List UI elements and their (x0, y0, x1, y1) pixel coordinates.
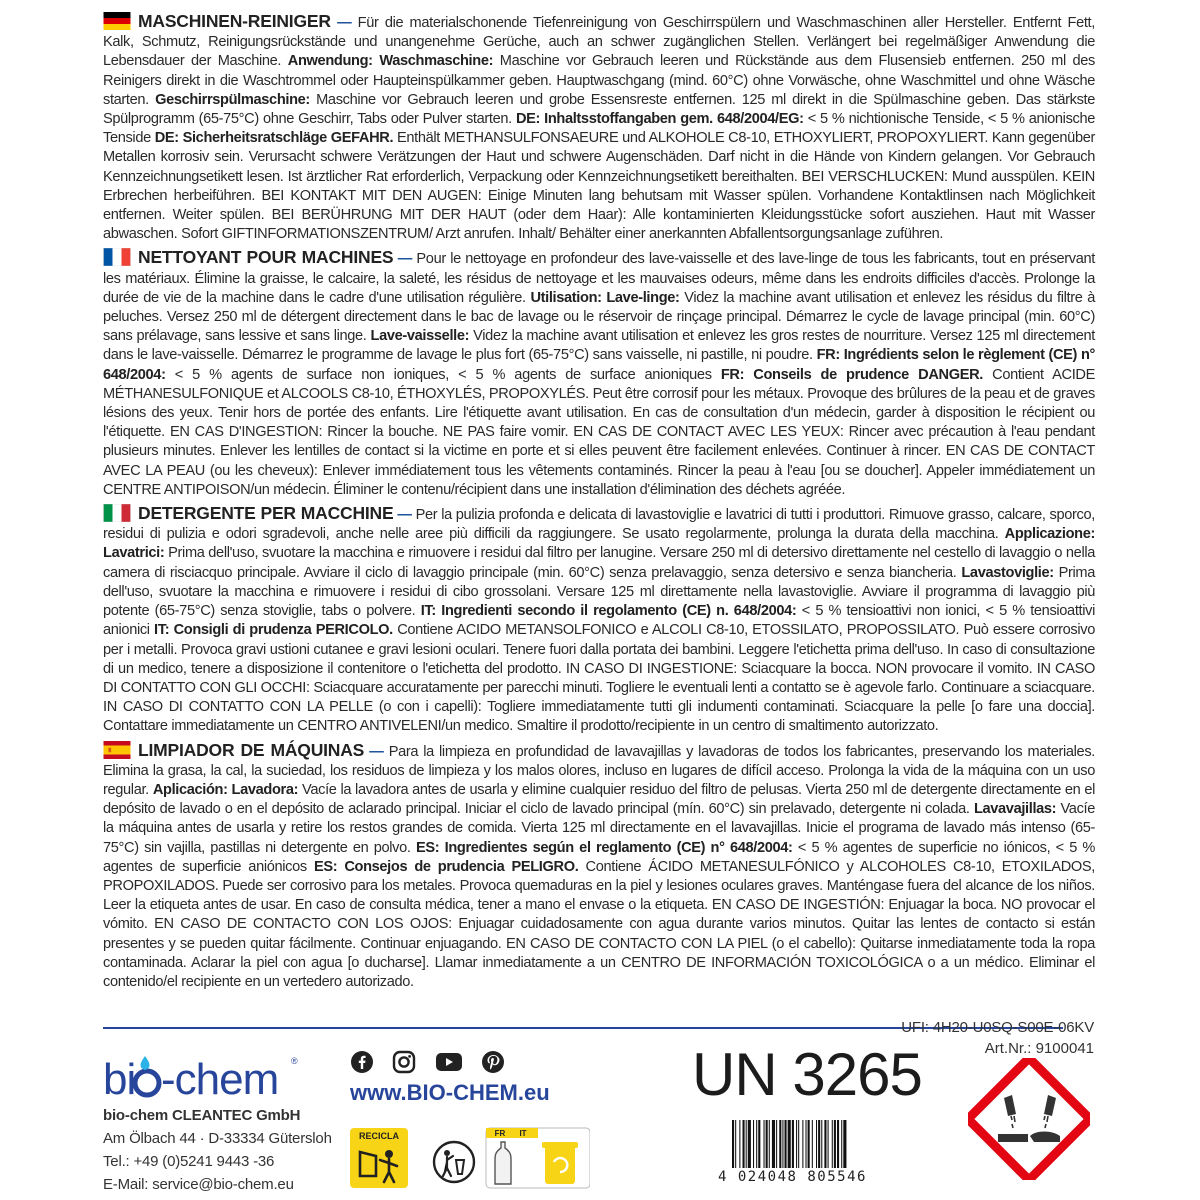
youtube-icon[interactable] (435, 1050, 463, 1079)
bold-run: IT: Consigli di prudenza PERICOLO. (154, 622, 393, 639)
instagram-icon[interactable] (392, 1050, 416, 1079)
text-run: Prima dell'uso, svuotare la macchina e rimuovere i residui di cibo grossolani. Versare 125 ml direttamente nella lavastoviglie. Avviare il programma di lavaggio più potente (65-75°C) senza stoviglie, tabs o polvere. (103, 564, 1095, 620)
text-run: Contiene ÁCIDO METANESULFÓNICO y ALCOHOLES C8-10, ETOXILADOS, PROPOXILADOS. Puede ser corrosivo para los metales. Provoca quemaduras en la piel y lesiones oculares graves. Manténgase fuera del alcance de los niños. Leer la etiqueta antes de usar. En caso de consulta médica, tener a mano el envase o la etiqueta. EN CASO DE INGESTIÓN: Enjuagar la boca. NO provocar el vómito. EN CASO DE CONTACTO CON LOS OJOS: Enjuagar cuidadosamente con agua durante varios minutos. Quitar las lentes de contacto si están presentes y se pueden quitar fácilmente. Continuar enjuagando. EN CASO DE CONTACTO CON LA PIEL (o el cabello): Quitarse inmediatamente toda la ropa contaminada. Aclarar la piel con agua [o ducharse]. Llamar inmediatamente a un CENTRO DE INFORMACIÓN TOXICOLÓGICA o a un médico. Eliminar el contenido/el recipiente en un vertedero autorizado. (103, 858, 1095, 990)
svg-text:bi: bi (103, 1055, 136, 1104)
svg-text:RECICLA: RECICLA (359, 1131, 399, 1141)
section-fr: NETTOYANT POUR MACHINES — Pour le nettoyage en profondeur des lave-vaisselle et des lave-linge de tous les fabricants, tout en préservant les matériaux. Élimine la graisse, le calcaire, la saleté, les résidus de nettoyage et les mauvaises odeurs, même dans les endroits difficiles d'accès. Prolonge la durée de vie de la machine dans le cadre d'une utilisation régulière. Utilisation: Lave-linge: Videz la machine avant utilisation et enlevez les résidus du filtre à peluches. Versez 250 ml de détergent directement dans le bac de lavage ou le réservoir de rinçage principal. Démarrez le cycle de lavage principal (min. 60°C) sans prélavage, sans lessive et sans linge. Lave-vaisselle: Videz la machine avant utilisation et enlevez les gros restes de nourriture. Versez 125 ml directement dans le lave-vaisselle. Démarrez le programme de lavage le plus fort (65-75°C) sans vaisselle, ni pastille, ni poudre. FR: Ingrédients selon le règlement (CE) n° 648/2004: < 5 % agents de surface non ioniques, < 5 % agents de surface anioniques FR: Conseils de prudence DANGER. Contient ACIDE MÉTHANESULFONIQUE et ALCOOLS C8-10, ÉTHOXYLÉS, PROPOXYLÉS. Peut être corrosif pour les métaux. Provoque des brûlures de la peau et de graves lésions des yeux. Tenir hors de portée des enfants. Lire l'étiquette avant utilisation. En cas de consultation d'un médecin, garder à disposition le récipient ou l'étiquette. EN CAS D'INGESTION: Rincer la bouche. NE PAS faire vomir. EN CAS DE CONTACT AVEC LES YEUX: Rincer avec précaution à l'eau pendant plusieurs minutes. Enlever les lentilles de contact si la victime en porte et si elles peuvent être facilement enlevées. Continuer à rincer. EN CAS DE CONTACT AVEC LA PEAU (ou les cheveux): Enlever immédiatement tous les vêtements contaminés. Rincer la peau à l'eau [ou se doucher]. Appeler immédiatement un CENTRE ANTIPOISON/un médecin. Éliminer le contenu/récipient dans une installation d'élimination des déchets agréée. (103, 247, 1096, 498)
bold-run: FR: Ingrédients selon le règlement (CE) n° 648/2004: (103, 347, 1095, 383)
bold-run: Aplicación: Lavadora: (152, 781, 299, 798)
text-run: < 5 % agents de surface non ioniques, < 5 % agents de surface anioniques (165, 366, 721, 383)
tidyman-icon (434, 1142, 474, 1182)
label-text-block (103, 12, 1095, 996)
bold-run: Lavavajillas: (973, 801, 1057, 818)
section-heading: LIMPIADOR DE MÁQUINAS (138, 739, 365, 760)
text-run: Contiene ACIDO METANSOLFONICO e ALCOLI C8-10, ETOSSILATO, PROPOSSILATO. Può essere corrosivo per i metalli. Provoca gravi ustioni cutanee e gravi lesioni oculari. Tenere fuori dalla portata dei bambini. Leggere l'etichetta prima dell'uso. In caso di consultazione di un medico, tenere a disposizione il contenitore o l'etichetta del prodotto. IN CASO DI INGESTIONE: Sciacquare la bocca. NON provocare il vomito. IN CASO DI CONTATTO CON GLI OCCHI: Sciacquare accuratamente per parecchi minuti. Togliere le eventuali lenti a contatto se è agevole farlo. Continuare a sciacquare. IN CASO DI CONTATTO CON LA PELLE (o con i capelli): Togliere immediatamente tutti gli indumenti contaminati. Sciacquare la pelle [o fare una doccia]. Contattare immediatamente un CENTRO ANTIVELENI/un medico. Smaltire il prodotto/recipiente in un centro di smaltimento autorizzato. (103, 622, 1095, 735)
bold-run: Anwendung: Waschmaschine: (287, 53, 494, 70)
text-run: Prima dell'uso, svuotare la macchina e rimuovere i residui dal filtro per lanugine. Versare 250 ml di detersivo direttamente nel cestello di lavaggio o nella camera di risciacquo principale. Avviare il ciclo di lavaggio principale (min. 60°C) senza prelavaggio, senza detersivo e senza biancheria. (103, 545, 1095, 581)
text-run: Maschine vor Gebrauch leeren und grobe Essensreste entfernen. 125 ml direkt in die Spülmaschine geben. Das stärkste Spülprogramm (65-75°C) ohne Geschirr, Tabs oder Pulver starten. (103, 91, 1096, 128)
bottle-bin-icon (486, 1128, 590, 1188)
recycling-icons (350, 1126, 590, 1190)
ghs-corrosive-pictogram (968, 1058, 1090, 1180)
text-run: Vacíe la máquina antes de usarla y retire los restos grandes de comida. Vierta 125 ml directamente en el lavavajillas. Inicie el programa de lavado más intenso (65-75°C) sin vajilla, pastillas ni detergente en polvo. (103, 801, 1095, 856)
bold-run: Geschirrspülmaschine: (155, 91, 310, 108)
flag-italy-icon (103, 504, 131, 522)
text-run: Pour le nettoyage en profondeur des lave-vaisselle et des lave-linge de tous les fabricants, tout en préservant les matériaux. Élimine la graisse, le calcaire, la saleté, les résidus de nettoyage et les mauvaises odeurs, même dans les endroits difficiles d'accès. Prolonge la durée de vie de la machine dans le cadre d'une utilisation régulière. (103, 251, 1095, 306)
company-name: bio-chem CLEANTEC GmbH (103, 1107, 301, 1124)
ufi-code: UFI: 4H20-U0SQ-S00E-06KV (901, 1019, 1094, 1036)
bold-run: DE: Inhaltsstoffangaben gem. 648/2004/EG: (515, 111, 804, 128)
svg-text:FR: FR (494, 1129, 506, 1138)
text-run: Vacíe la lavadora antes de usarla y elimine cualquier residuo del filtro de pelusas. Vierta 250 ml de detergente directamente en el depósito de lavado o en el depósito de aclarado principal. Iniciar el ciclo de lavado principal (mín. 60°C) sin prelavado, detergente ni colada. (103, 781, 1095, 818)
bold-run: Utilisation: Lave-linge: (530, 289, 680, 306)
bold-run: FR: Conseils de prudence DANGER. (720, 366, 983, 383)
section-es: LIMPIADOR DE MÁQUINAS — Para la limpieza en profundidad de lavavajillas y lavadoras de todos los fabricantes, preservando los materiales. Elimina la grasa, la cal, la suciedad, los residuos de limpieza y los malos olores, incluso en lugares de difícil acceso. Prolonga la vida de la máquina con un uso regular. Aplicación: Lavadora: Vacíe la lavadora antes de usarla y elimine cualquier residuo del filtro de pelusas. Vierta 250 ml de detergente directamente en el depósito de lavado o en el depósito de aclarado principal. Iniciar el ciclo de lavado principal (mín. 60°C) sin prelavado, detergente ni colada. Lavavajillas: Vacíe la máquina antes de usarla y retire los restos grandes de comida. Vierta 125 ml directamente en el lavavajillas. Inicie el programa de lavado más intenso (65-75°C) sin vajilla, pastillas ni detergente en polvo. ES: Ingredientes según el reglamento (CE) n° 648/2004: < 5 % agentes de superficie no iónicos, < 5 % agentes de superficie aniónicos ES: Consejos de prudencia PELIGRO. Contiene ÁCIDO METANESULFÓNICO y ALCOHOLES C8-10, ETOXILADOS, PROPOXILADOS. Puede ser corrosivo para los metales. Provoca quemaduras en la piel y lesiones oculares graves. Manténgase fuera del alcance de los niños. Leer la etiqueta antes de usar. En caso de consulta médica, tener a mano el envase o la etiqueta. EN CASO DE INGESTIÓN: Enjuagar la boca. NO provocar el vómito. EN CASO DE CONTACTO CON LOS OJOS: Enjuagar cuidadosamente con agua durante varios minutos. Quitar las lentes de contacto si están presentes y se pueden quitar fácilmente. Continuar enjuagando. EN CASO DE CONTACTO CON LA PIEL (o el cabello): Quitarse inmediatamente toda la ropa contaminada. Aclarar la piel con agua [o ducharse]. Llamar inmediatamente a un CENTRO DE INFORMACIÓN TOXICOLÓGICA o a un médico. Eliminar el contenido/el recipiente en un vertedero autorizado. (103, 739, 1095, 990)
section-heading: DETERGENTE PER MACCHINE (138, 503, 394, 524)
section-it: DETERGENTE PER MACCHINE — Per la pulizia profonda e delicata di lavastoviglie e lavatrici di tutti i produttori. Rimuove grasso, calcare, sporco, residui di pulizia e odori sgradevoli, anche nelle aree più difficili da raggiungere. Se usato regolarmente, prolunga la durata della macchina. Applicazione: Lavatrici: Prima dell'uso, svuotare la macchina e rimuovere i residui dal filtro per lanugine. Versare 250 ml di detersivo direttamente nel cestello di lavaggio o nella camera di risciacquo principale. Avviare il ciclo di lavaggio principale (min. 60°C) senza prelavaggio, senza detersivo e senza biancheria. Lavastoviglie: Prima dell'uso, svuotare la macchina e rimuovere i residui di cibo grossolani. Versare 125 ml direttamente nella lavastoviglie. Avviare il programma di lavaggio più potente (65-75°C) senza stoviglie, tabs o polvere. IT: Ingredienti secondo il regolamento (CE) n. 648/2004: < 5 % tensioattivi non ionici, < 5 % tensioattivi anionici IT: Consigli di prudenza PERICOLO. Contiene ACIDO METANSOLFONICO e ALCOLI C8-10, ETOSSILATO, PROPOSSILATO. Può essere corrosivo per i metalli. Provoca gravi ustioni cutanee e gravi lesioni oculari. Tenere fuori dalla portata dei bambini. Leggere l'etichetta prima dell'uso. In caso di consultazione di un medico, tenere a disposizione il contenitore o l'etichetta del prodotto. IN CASO DI INGESTIONE: Sciacquare la bocca. NON provocare il vomito. IN CASO DI CONTATTO CON GLI OCCHI: Sciacquare accuratamente per parecchi minuti. Togliere le eventuali lenti a contatto se è agevole farlo. Continuare a sciacquare. IN CASO DI CONTATTO CON LA PELLE (o con i capelli): Togliere immediatamente tutti gli indumenti contaminati. Sciacquare la pelle [o fare una doccia]. Contattare immediatamente un CENTRO ANTIVELENI/un medico. Smaltire il prodotto/recipiente in un centro di smaltimento autorizzato. (103, 503, 1095, 735)
text-run: < 5 % tensioattivi non ionici, < 5 % tensioattivi anionici (103, 603, 1095, 639)
bold-run: DE: Sicherheitsratschläge GEFAHR. (154, 130, 394, 147)
flag-france-icon (103, 248, 131, 266)
bold-run: ES: Consejos de prudencia PELIGRO. (313, 858, 579, 875)
bio-chem-logo (103, 1050, 303, 1110)
social-icons (350, 1050, 530, 1074)
flag-germany-icon (103, 12, 131, 30)
text-run: Videz la machine avant utilisation et enlevez les gros restes de nourriture. Versez 125 ml directement dans le lave-vaisselle. Démarrez le programme de lavage le plus fort (65-75°C) sans vaisselle, ni pastille, ni poudre. (103, 328, 1096, 364)
svg-text:®: ® (291, 1056, 298, 1066)
article-number: Art.Nr.: 9100041 (984, 1040, 1094, 1057)
bold-run: Lavastoviglie: (961, 564, 1054, 581)
section-body (103, 251, 1095, 497)
facebook-icon[interactable] (350, 1050, 374, 1079)
recicla-icon (350, 1128, 408, 1188)
section-heading: MASCHINEN-REINIGER (138, 11, 331, 31)
website-link[interactable]: www.BIO-CHEM.eu (350, 1080, 550, 1105)
text-run: < 5 % nichtionische Tenside, < 5 % anionische Tenside (103, 111, 1095, 147)
barcode-number: 4 024048 805546 (718, 1169, 908, 1185)
pinterest-icon[interactable] (481, 1050, 505, 1079)
flag-spain-icon (103, 741, 131, 759)
company-info (103, 1104, 332, 1196)
bold-run: IT: Ingredienti secondo il regolamento (CE) n. 648/2004: (420, 603, 797, 620)
company-phone: Tel.: +49 (0)5241 9443 -36 (103, 1153, 275, 1170)
text-run: Contient ACIDE MÉTHANESULFONIQUE et ALCOOLS C8-10, ÉTHOXYLÉS, PROPOXYLÉS. Peut être corrosif pour les métaux. Provoque des brûlures de la peau et de graves lésions des yeux. Tenir hors de portée des enfants. Lire l'étiquette avant utilisation. En cas de consultation d'un médecin, garder à disposition le récipient ou l'étiquette. EN CAS D'INGESTION: Rincer la bouche. NE PAS faire vomir. EN CAS DE CONTACT AVEC LES YEUX: Rincer avec précaution à l'eau pendant plusieurs minutes. Enlever les lentilles de contact si la victime en porte et si elles peuvent être facilement enlevées. Continuer à rincer. EN CAS DE CONTACT AVEC LA PEAU (ou les cheveux): Enlever immédiatement tous les vêtements contaminés. Rincer la peau à l'eau [ou se doucher]. Appeler immédiatement un CENTRE ANTIPOISON/un médecin. Éliminer le contenu/récipient dans une installation d'élimination des déchets agréée. (103, 366, 1095, 498)
text-run: Videz la machine avant utilisation et enlevez les résidus du filtre à peluches. Versez 250 ml de détergent directement dans le bac de lavage ou le réservoir de rinçage principal. Démarrez le cycle de lavage principal (min. 60°C) sans prélavage, sans lessive et sans linge. (103, 289, 1095, 345)
company-email: E-Mail: service@bio-chem.eu (103, 1176, 294, 1193)
section-heading: NETTOYANT POUR MACHINES (138, 247, 394, 268)
section-body (103, 507, 1095, 734)
text-run: < 5 % agentes de superficie no iónicos, < 5 % agentes de superficie aniónicos (103, 839, 1095, 875)
svg-text:IT: IT (519, 1129, 527, 1138)
section-body (103, 15, 1095, 242)
text-run: Para la limpieza en profundidad de lavavajillas y lavadoras de todos los fabricantes, preservando los materiales. Elimina la grasa, la cal, la suciedad, los residuos de limpieza y los malos olores, incluso en lugares de difícil acceso. Prolonga la vida de la máquina con un uso regular. (103, 743, 1095, 798)
text-run: Per la pulizia profonda e delicata di lavastoviglie e lavatrici di tutti i produttori. Rimuove grasso, calcare, sporco, residui di pulizia e odori sgradevoli, anche nelle aree più difficili da raggiungere. Se usato regolarmente, prolunga la durata della macchina. (103, 507, 1095, 543)
svg-text:-chem: -chem (161, 1055, 279, 1104)
un-number: UN 3265 (692, 1041, 922, 1108)
company-address: Am Ölbach 44 · D-33334 Gütersloh (103, 1130, 332, 1147)
bold-run: Applicazione: Lavatrici: (103, 526, 1095, 562)
text-run: Enthält METHANSULFONSAEURE und ALKOHOLE C8-10, ETHOXYLIERT, PROPOXYLIERT. Kann gegenüber Metallen korrosiv sein. Verursacht schwere Verätzungen der Haut und schwere Augenschäden. Darf nicht in die Hände von Kindern gelangen. Vor Gebrauch Kennzeichnungsetikett lesen. Ist ärztlicher Rat erforderlich, Verpackung oder Kennzeichnungsetikett bereithalten. BEI VERSCHLUCKEN: Mund ausspülen. KEIN Erbrechen herbeiführen. BEI KONTAKT MIT DEN AUGEN: Einige Minuten lang behutsam mit Wasser spülen. Vorhandene Kontaktlinsen nach Möglichkeit entfernen. Weiter spülen. BEI BERÜHRUNG MIT DER HAUT (oder dem Haar): Alle kontaminierten Kleidungsstücke sofort ausziehen. Haut mit Wasser abwaschen. Sofort GIFTINFORMATIONSZENTRUM/ Arzt anrufen. Inhalt/ Behälter einer anerkannten Abfallentsorgungsanlage zuführen. (103, 130, 1095, 243)
section-de: MASCHINEN-REINIGER — Für die materialschonende Tiefenreinigung von Geschirrspülern und Waschmaschinen aller Hersteller. Entfernt Fett, Kalk, Schmutz, Reinigungsrückstände und unangenehme Gerüche, auch an schwer zugänglichen Stellen. Verlängert bei regelmäßiger Anwendung die Lebensdauer der Maschine. Anwendung: Waschmaschine: Maschine vor Gebrauch leeren und Rückstände aus dem Flusensieb entfernen. 250 ml des Reinigers direkt in die Waschtrommel oder Haupteinspülkammer geben. Hauptwaschgang (mind. 60°C) ohne Vorwäsche, ohne Waschmittel und ohne Wäsche starten. Geschirrspülmaschine: Maschine vor Gebrauch leeren und grobe Essensreste entfernen. 125 ml direkt in die Spülmaschine geben. Das stärkste Spülprogramm (65-75°C) ohne Geschirr, Tabs oder Pulver starten. DE: Inhaltsstoffangaben gem. 648/2004/EG: < 5 % nichtionische Tenside, < 5 % anionische Tenside DE: Sicherheitsratschläge GEFAHR. Enthält METHANSULFONSAEURE und ALKOHOLE C8-10, ETHOXYLIERT, PROPOXYLIERT. Kann gegenüber Metallen korrosiv sein. Verursacht schwere Verätzungen der Haut und schwere Augenschäden. Darf nicht in die Hände von Kindern gelangen. Vor Gebrauch Kennzeichnungsetikett lesen. Ist ärztlicher Rat erforderlich, Verpackung oder Kennzeichnungsetikett bereithalten. BEI VERSCHLUCKEN: Mund ausspülen. KEIN Erbrechen herbeiführen. BEI KONTAKT MIT DEN AUGEN: Einige Minuten lang behutsam mit Wasser spülen. Vorhandene Kontaktlinsen nach Möglichkeit entfernen. Weiter spülen. BEI BERÜHRUNG MIT DER HAUT (oder dem Haar): Alle kontaminierten Kleidungsstücke sofort ausziehen. Haut mit Wasser abwaschen. Sofort GIFTINFORMATIONSZENTRUM/ Arzt anrufen. Inhalt/ Behälter einer anerkannten Abfallentsorgungsanlage zuführen. (103, 11, 1096, 243)
bold-run: ES: Ingredientes según el reglamento (CE) n° 648/2004: (415, 839, 793, 856)
section-body (103, 744, 1095, 990)
text-run: Maschine vor Gebrauch leeren und Rückstände aus dem Flusensieb entfernen. 250 ml des Reinigers direkt in die Waschtrommel oder Haupteinspülkammer geben. Hauptwaschgang (mind. 60°C) ohne Vorwäsche, ohne Waschmittel und ohne Wäsche starten. (103, 53, 1095, 108)
bold-run: Lave-vaisselle: (370, 328, 470, 345)
text-run: Für die materialschonende Tiefenreinigung von Geschirrspülern und Waschmaschinen aller Hersteller. Entfernt Fett, Kalk, Schmutz, Reinigungsrückstände und unangenehme Gerüche, auch an schwer zugänglichen Stellen. Verlängert bei regelmäßiger Anwendung die Lebensdauer der Maschine. (103, 15, 1095, 70)
